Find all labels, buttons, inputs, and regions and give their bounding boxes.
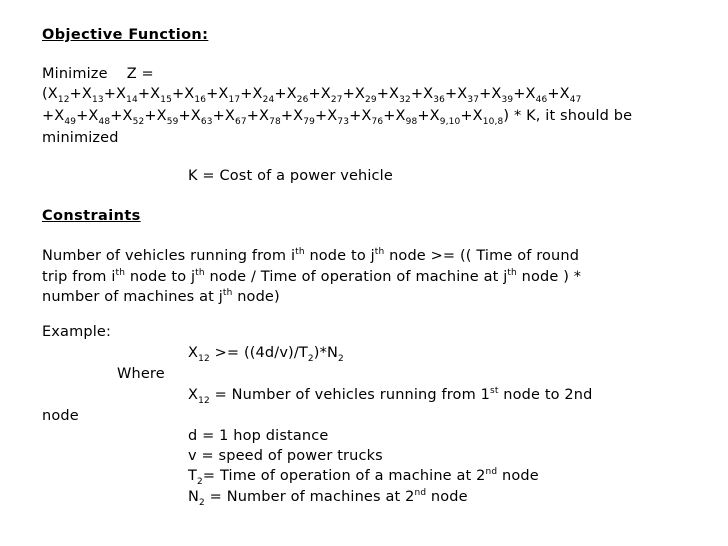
- term-base: +X: [246, 108, 270, 124]
- definition-v: v = speed of power trucks: [188, 448, 383, 464]
- term-subscript: 17: [228, 94, 241, 105]
- def1-b: node to 2nd: [498, 387, 593, 403]
- term-subscript: 32: [399, 94, 411, 105]
- term-base: +X: [212, 108, 236, 124]
- objective-terms-line-1: [42, 84, 582, 104]
- term-subscript: 63: [200, 116, 213, 127]
- def1-a: = Number of vehicles running from 1: [209, 387, 490, 403]
- definition-t2: [188, 466, 539, 486]
- c2-c: node / Time of operation of machine at j: [204, 269, 508, 285]
- term-subscript: 26: [296, 94, 309, 105]
- term-base: +X: [137, 86, 161, 102]
- c1-b: node to j: [304, 248, 375, 264]
- eq-mid: >= ((4d/v)/T: [209, 345, 308, 361]
- term-base: +X: [42, 108, 65, 124]
- def1-sub: 12: [198, 395, 210, 406]
- term-subscript: 14: [126, 94, 138, 105]
- term-base: +X: [103, 86, 127, 102]
- term-subscript: 49: [64, 116, 77, 127]
- term-subscript: 79: [303, 116, 315, 127]
- term-subscript: 52: [132, 116, 145, 127]
- term-subscript: 24: [262, 94, 275, 105]
- term-base: +X: [110, 108, 133, 124]
- term-base: +X: [445, 86, 468, 102]
- def4-sup: nd: [485, 467, 498, 478]
- c2-sup3: th: [507, 268, 517, 279]
- minimize-line: [42, 64, 154, 84]
- c1-c: node >= (( Time of round: [384, 248, 580, 264]
- term-base: +X: [342, 86, 366, 102]
- term-subscript: 10,8: [482, 116, 504, 127]
- term-subscript: 13: [92, 94, 104, 105]
- def4-sub: 2: [197, 476, 203, 487]
- minimize-label: Minimize: [42, 66, 108, 82]
- c1-a: Number of vehicles running from i: [42, 248, 296, 264]
- term-subscript: 59: [166, 116, 179, 127]
- definition-x12: [188, 385, 593, 405]
- example-equation: [188, 343, 344, 363]
- constraint-line-3: [42, 287, 280, 307]
- term-subscript: 73: [337, 116, 350, 127]
- def4-b: node: [497, 468, 539, 484]
- term-base: +X: [410, 86, 434, 102]
- def5-b: node: [426, 489, 468, 505]
- term-base: +X: [460, 108, 483, 124]
- term-subscript: 48: [98, 116, 111, 127]
- c2-b: node to j: [125, 269, 196, 285]
- definition-n2: [188, 487, 468, 507]
- term-base: +X: [479, 86, 502, 102]
- term-base: +X: [513, 86, 536, 102]
- term-base: +X: [69, 86, 93, 102]
- constraint-line-2: [42, 267, 581, 287]
- def1-x: X: [188, 387, 199, 403]
- c3-b: node): [232, 289, 280, 305]
- term-base: +X: [376, 86, 400, 102]
- def5-n: N: [188, 489, 199, 505]
- term-subscript: 37: [467, 94, 480, 105]
- term-subscript: 16: [194, 94, 207, 105]
- term-subscript: 67: [235, 116, 247, 127]
- term-subscript: 76: [371, 116, 384, 127]
- term-base: +X: [349, 108, 372, 124]
- term-subscript: 12: [57, 94, 70, 105]
- c2-sup1: th: [115, 268, 126, 279]
- term-base: +X: [280, 108, 304, 124]
- c2-sup2: th: [195, 268, 205, 279]
- term-base: +X: [76, 108, 99, 124]
- term-base: +X: [206, 86, 229, 102]
- c2-a: trip from i: [42, 269, 116, 285]
- def4-a: = Time of operation of a machine at 2: [202, 468, 486, 484]
- term-subscript: 15: [160, 94, 172, 105]
- term-base: +X: [308, 86, 331, 102]
- term-base: +X: [383, 108, 406, 124]
- term-base: +X: [315, 108, 338, 124]
- term-subscript: 29: [365, 94, 377, 105]
- term-base: +X: [144, 108, 167, 124]
- objective-minimized-text: minimized: [42, 130, 119, 146]
- definition-d: d = 1 hop distance: [188, 428, 329, 444]
- where-label: Where: [117, 366, 165, 382]
- term-base: +X: [172, 86, 195, 102]
- c1-sup2: th: [374, 247, 385, 258]
- terms-tail: ) * K, it should be: [503, 108, 633, 124]
- definition-x12-continued: node: [42, 408, 79, 424]
- z-equals: Z =: [126, 66, 154, 82]
- c2-d: node ) *: [516, 269, 582, 285]
- term-subscript: 78: [269, 116, 281, 127]
- term-base: +X: [240, 86, 263, 102]
- def5-sup: nd: [414, 488, 427, 499]
- term-subscript: 36: [433, 94, 445, 105]
- def4-t: T: [188, 468, 198, 484]
- constraints-heading: Constraints: [42, 208, 141, 224]
- def5-sub: 2: [199, 497, 205, 508]
- eq-n-sub: 2: [338, 353, 344, 364]
- c1-sup1: th: [295, 247, 305, 258]
- def5-a: = Number of machines at 2: [204, 489, 415, 505]
- term-base: +X: [274, 86, 297, 102]
- constraint-line-1: [42, 246, 579, 266]
- objective-heading: Objective Function:: [42, 27, 209, 43]
- term-subscript: 39: [501, 94, 514, 105]
- term-subscript: 47: [569, 94, 582, 105]
- c3-sup: th: [222, 288, 233, 299]
- term-subscript: 98: [405, 116, 418, 127]
- k-definition: K = Cost of a power vehicle: [188, 168, 393, 184]
- example-label: Example:: [42, 324, 111, 340]
- term-subscript: 9,10: [439, 116, 461, 127]
- def1-sup: st: [490, 386, 499, 397]
- term-base: +X: [178, 108, 201, 124]
- term-subscript: 46: [535, 94, 548, 105]
- term-base: +X: [417, 108, 440, 124]
- term-base: +X: [547, 86, 570, 102]
- eq-end: )*N: [313, 345, 338, 361]
- eq-x: X: [188, 345, 199, 361]
- objective-terms-line-2: [42, 106, 632, 126]
- term-base: (X: [42, 86, 58, 102]
- eq-t-sub: 2: [307, 353, 314, 364]
- eq-x-sub: 12: [198, 353, 210, 364]
- term-subscript: 27: [330, 94, 343, 105]
- c3-a: number of machines at j: [42, 289, 223, 305]
